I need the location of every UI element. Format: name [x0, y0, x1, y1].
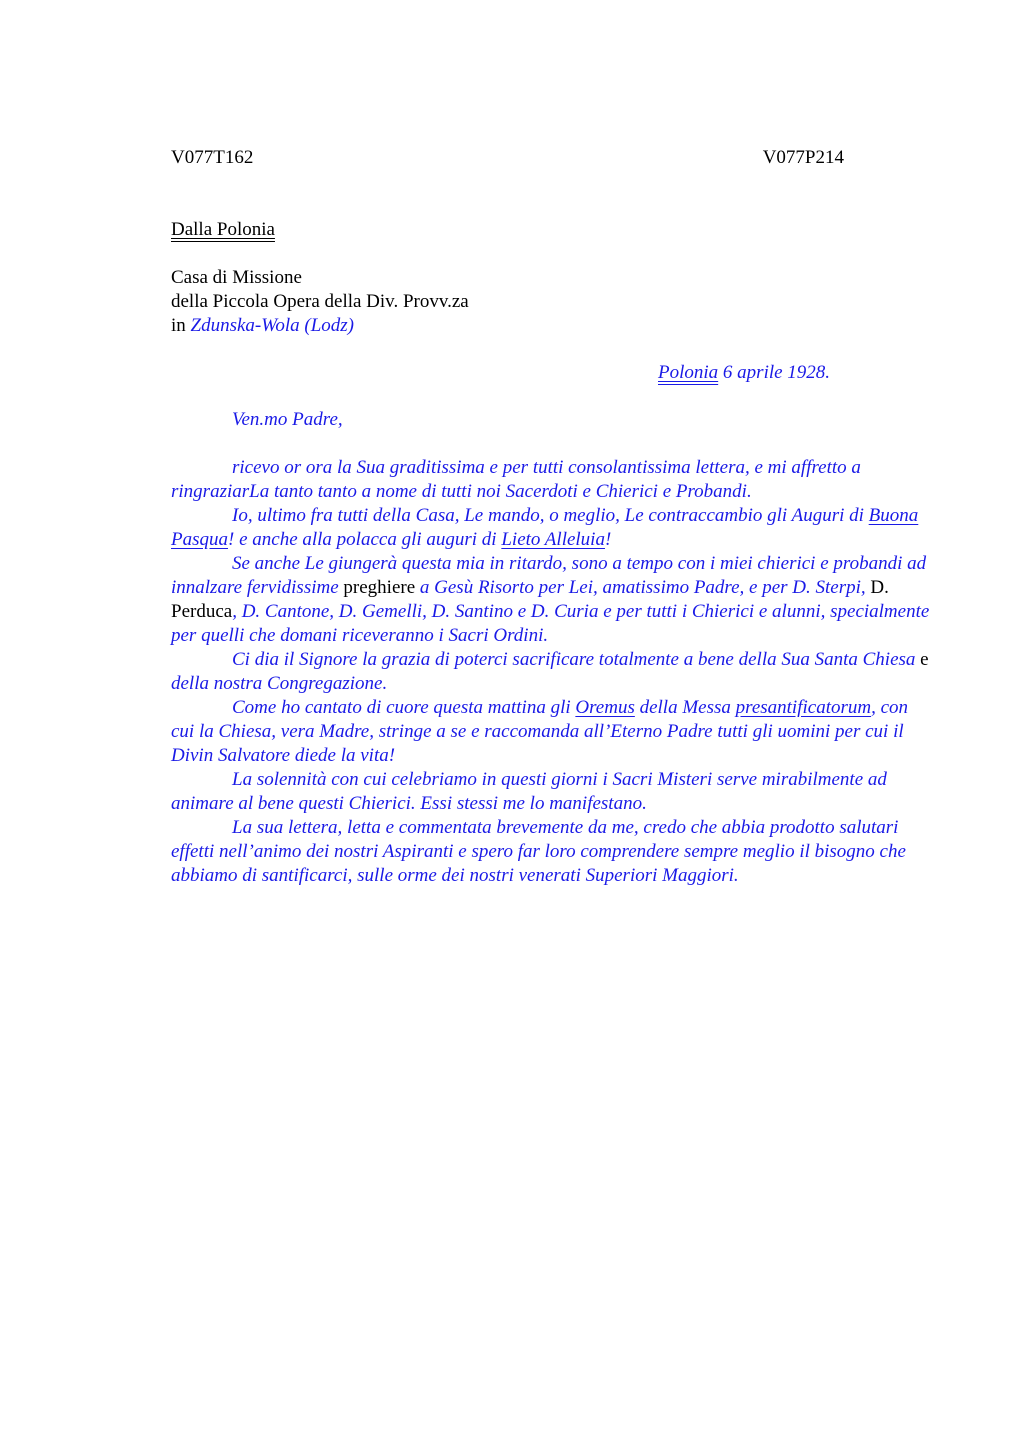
paragraph-4-text-a: Ci dia il Signore la grazia di poterci sacrificare totalmente a bene della Sua Santa Chiesa: [232, 649, 921, 670]
paragraph-5: [171, 696, 931, 768]
paragraph-2-text-e: !: [604, 529, 612, 550]
right-reference-code: V077P214: [762, 147, 844, 168]
paragraph-6: La solennità con cui celebriamo in questi giorni i Sacri Misteri serve mirabilmente ad animare al bene questi Chierici. Essi stessi me lo manifestano.: [171, 769, 887, 814]
paragraph-5-text-a: Come ho cantato di cuore questa mattina gli: [232, 697, 576, 718]
d-perduca-name: D. Perduca: [171, 577, 889, 622]
paragraph-5-text-c: della Messa: [634, 697, 736, 718]
letter-date: [658, 361, 830, 385]
oremus-underlined: Oremus: [575, 697, 635, 718]
left-reference-code: V077T162: [171, 147, 254, 168]
paragraph-2-text-c: ! e anche alla polacca gli auguri di: [228, 529, 502, 550]
address-prefix: in: [171, 315, 191, 336]
address-line-3: [171, 314, 469, 338]
buona-pasqua-underlined: Buona Pasqua: [171, 505, 919, 550]
paragraph-3-text-a: Se anche Le giungerà questa mia in ritardo, sono a tempo con i miei chierici e probandi ad innalzare fervidissime: [171, 553, 927, 598]
paragraph-1: ricevo or ora la Sua graditissima e per tutti consolantissima lettera, e mi affretto a ringraziarLa tanto tanto a nome di tutti noi Sacerdoti e Chierici e Probandi.: [171, 457, 861, 502]
paragraph-5-text-e: , con cui la Chiesa, vera Madre, stringe a se e raccomanda all’Eterno Padre tutti gli uomini per cui il Divin Salvatore diede la vita!: [171, 697, 909, 766]
address-line-2: della Piccola Opera della Div. Provv.za: [171, 291, 469, 312]
sender-address: [171, 266, 469, 338]
document-page: [171, 146, 931, 886]
date-place: Polonia: [658, 362, 719, 383]
paragraph-2: [171, 504, 931, 552]
letter-body: [171, 456, 931, 888]
paragraph-7: La sua lettera, letta e commentata brevemente da me, credo che abbia prodotto salutari effetti nell’animo dei nostri Aspiranti e spero far loro comprendere sempre meglio il bisogno che abbiamo di santificarci, sulle orme dei nostri venerati Superiori Maggiori.: [171, 817, 906, 886]
date-value: 6 aprile 1928.: [718, 362, 831, 383]
paragraph-3-text-c: a Gesù Risorto per Lei, amatissimo Padre, e per D. Sterpi,: [415, 577, 871, 598]
conjunction-e: e: [920, 649, 929, 670]
salutation: Ven.mo Padre,: [232, 409, 343, 430]
presantificatorum-underlined: presantificatorum: [735, 697, 872, 718]
preghiere-word: preghiere: [343, 577, 416, 598]
paragraph-3: [171, 552, 931, 648]
paragraph-4: [171, 648, 931, 696]
paragraph-4-text-c: della nostra Congregazione.: [171, 673, 388, 694]
address-line-1: Casa di Missione: [171, 267, 302, 288]
paragraph-2-text-a: Io, ultimo fra tutti della Casa, Le mando, o meglio, Le contraccambio gli Auguri di: [232, 505, 869, 526]
address-place: Zdunska-Wola (Lodz): [190, 315, 354, 336]
lieto-alleluia-underlined: Lieto Alleluia: [501, 529, 605, 550]
section-heading: Dalla Polonia: [171, 219, 275, 240]
reference-header: [171, 146, 844, 170]
paragraph-3-text-e: , D. Cantone, D. Gemelli, D. Santino e D. Curia e per tutti i Chierici e alunni, specialmente per quelli che domani riceveranno i Sacri Ordini.: [171, 601, 930, 646]
